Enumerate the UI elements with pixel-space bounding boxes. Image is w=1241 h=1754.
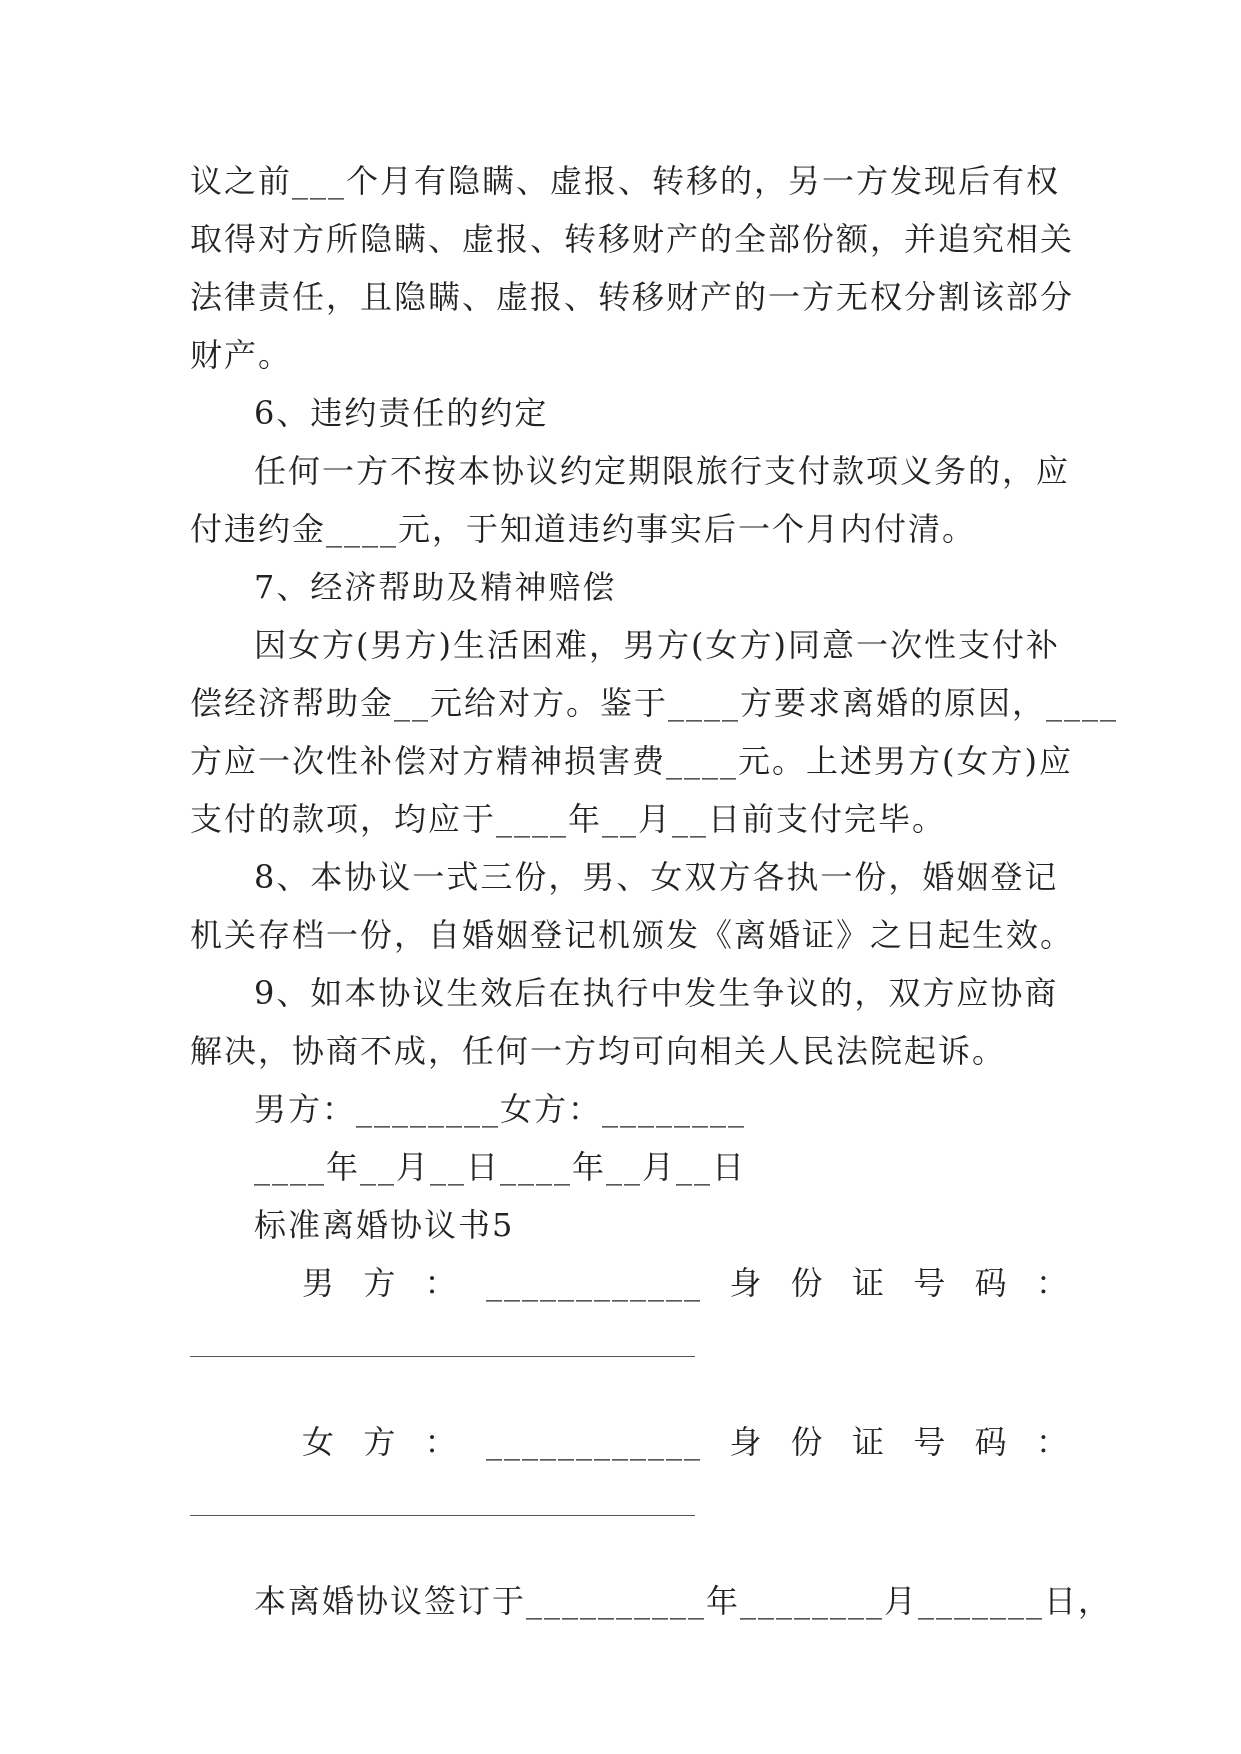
male-id-line: 男方：____________身份证号码： — [302, 1264, 1070, 1302]
date-line: ____年__月__日____年__月__日 — [254, 1148, 747, 1186]
text-line: 取得对方所隐瞒、虚报、转移财产的全部份额，并追究相关 — [190, 220, 1075, 258]
section-title: 标准离婚协议书5 — [254, 1206, 515, 1244]
section-heading-6: 6、违约责任的约定 — [254, 394, 549, 432]
text-line: 9、如本协议生效后在执行中发生争议的，双方应协商 — [254, 974, 1059, 1012]
blank-underline — [190, 1356, 695, 1357]
text-line: 支付的款项，均应于____年__月__日前支付完毕。 — [190, 800, 947, 838]
spacer — [190, 1471, 1070, 1515]
signature-line: 男方：________女方：________ — [254, 1090, 747, 1128]
female-id-line: 女方：____________身份证号码： — [302, 1423, 1070, 1461]
text-line: 8、本协议一式三份，男、女双方各执一份，婚姻登记 — [254, 858, 1059, 896]
signing-date-line: 本离婚协议签订于__________年________月_______日， — [254, 1582, 1113, 1620]
spacer — [190, 1312, 1070, 1356]
text-line: 偿经济帮助金__元给对方。鉴于____方要求离婚的原因，____ — [190, 684, 1119, 722]
text-line: 方应一次性补偿对方精神损害费____元。上述男方(女方)应 — [190, 742, 1073, 780]
text-line: 付违约金____元，于知道违约事实后一个月内付清。 — [190, 510, 977, 548]
text-line: 财产。 — [190, 336, 293, 374]
document-body — [190, 152, 1119, 1630]
text-line: 机关存档一份，自婚姻登记机颁发《离婚证》之日起生效。 — [190, 916, 1075, 954]
text-line: 法律责任，且隐瞒、虚报、转移财产的一方无权分割该部分 — [190, 278, 1075, 316]
text-line: 任何一方不按本协议约定期限旅行支付款项义务的，应 — [254, 452, 1071, 490]
text-line: 议之前___个月有隐瞒、虚报、转移的，另一方发现后有权 — [190, 162, 1061, 200]
blank-underline — [190, 1515, 695, 1516]
text-line: 因女方(男方)生活困难，男方(女方)同意一次性支付补 — [254, 626, 1060, 664]
text-line: 解决，协商不成，任何一方均可向相关人民法院起诉。 — [190, 1032, 1007, 1070]
section-heading-7: 7、经济帮助及精神赔偿 — [254, 568, 617, 606]
